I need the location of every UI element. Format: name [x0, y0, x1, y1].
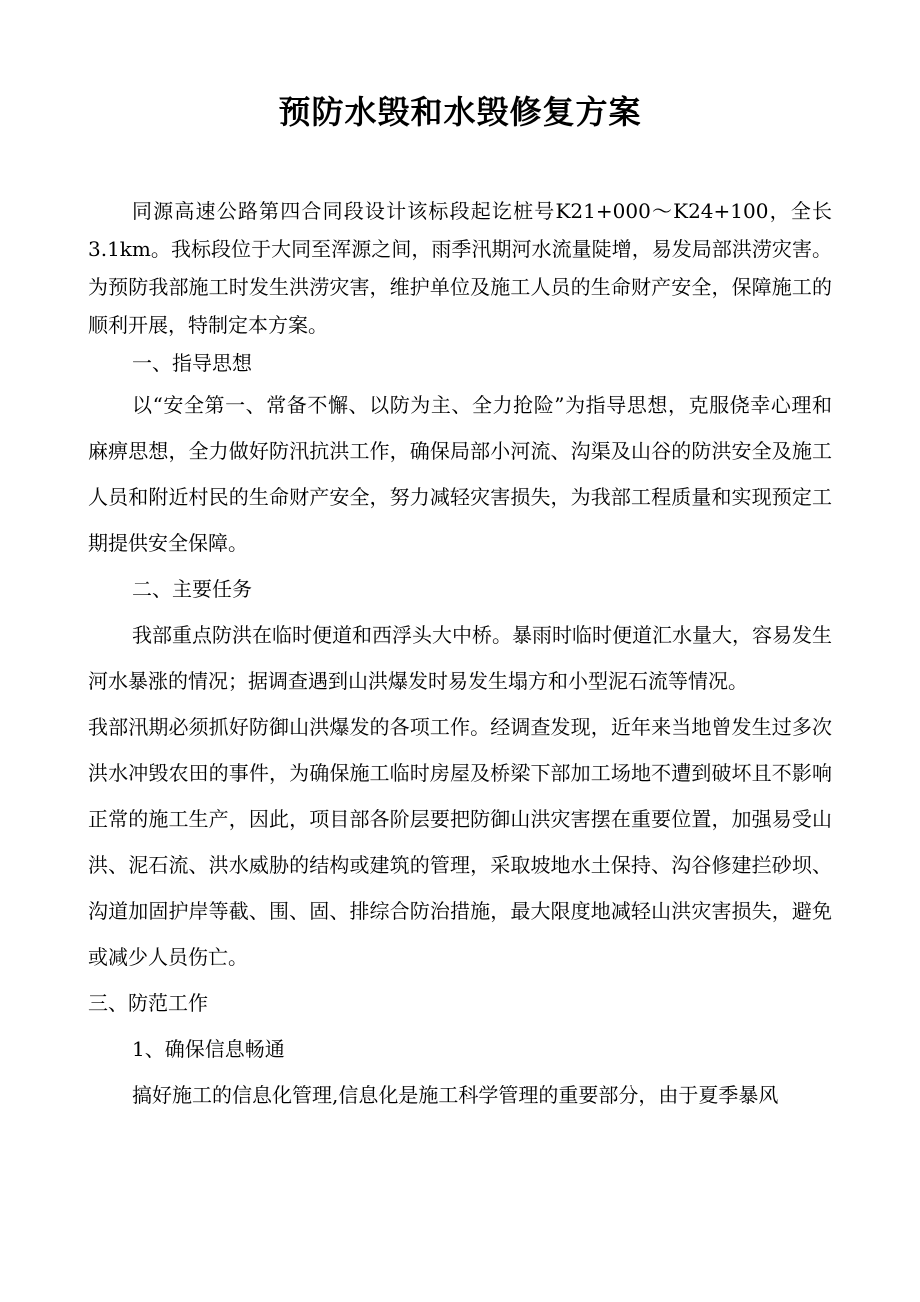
intro-paragraph: 同源高速公路第四合同段设计该标段起讫桩号K21+000～K24+100，全长3.1km。我标段位于大同至浑源之间，雨季汛期河水流量陡增，易发局部洪涝灾害。为预防我部施工时发生洪涝灾害，维护单位及施工人员的生命财产安全，保障施工的顺利开展，特制定本方案。: [88, 199, 832, 337]
section-heading-prevention-work: 三、防范工作: [88, 991, 208, 1015]
flood-prevention-paragraph: 我部汛期必须抓好防御山洪爆发的各项工作。经调查发现，近年来当地曾发生过多次洪水冲毁农田的事件，为确保施工临时房屋及桥梁下部加工场地不遭到破坏且不影响正常的施工生产，因此，项目部各阶层要把防御山洪灾害摆在重要位置，加强易受山洪、泥石流、洪水威胁的结构或建筑的管理，采取坡地水土保持、沟谷修建拦砂坝、沟道加固护岸等截、围、固、排综合防治措施，最大限度地减轻山洪灾害损失，避免或减少人员伤亡。: [88, 715, 832, 969]
information-paragraph: 搞好施工的信息化管理,信息化是施工科学管理的重要部分，由于夏季暴风: [132, 1083, 779, 1107]
main-tasks-paragraph: 我部重点防洪在临时便道和西浮头大中桥。暴雨时临时便道汇水量大，容易发生河水暴涨的情况；据调查遇到山洪爆发时易发生塌方和小型泥石流等情况。: [88, 623, 832, 693]
document-body: [88, 192, 832, 1118]
subsection-heading-information: 1、确保信息畅通: [132, 1037, 285, 1061]
section-heading-guiding-ideology: 一、指导思想: [132, 351, 252, 375]
document-title: 预防水毁和水毁修复方案: [278, 93, 642, 131]
section-heading-main-tasks: 二、主要任务: [132, 577, 252, 601]
guiding-ideology-paragraph: 以“安全第一、常备不懈、以防为主、全力抢险”为指导思想，克服侥幸心理和麻痹思想，全力做好防汛抗洪工作，确保局部小河流、沟渠及山谷的防洪安全及施工人员和附近村民的生命财产安全，努力减轻灾害损失，为我部工程质量和实现预定工期提供安全保障。: [88, 393, 832, 555]
